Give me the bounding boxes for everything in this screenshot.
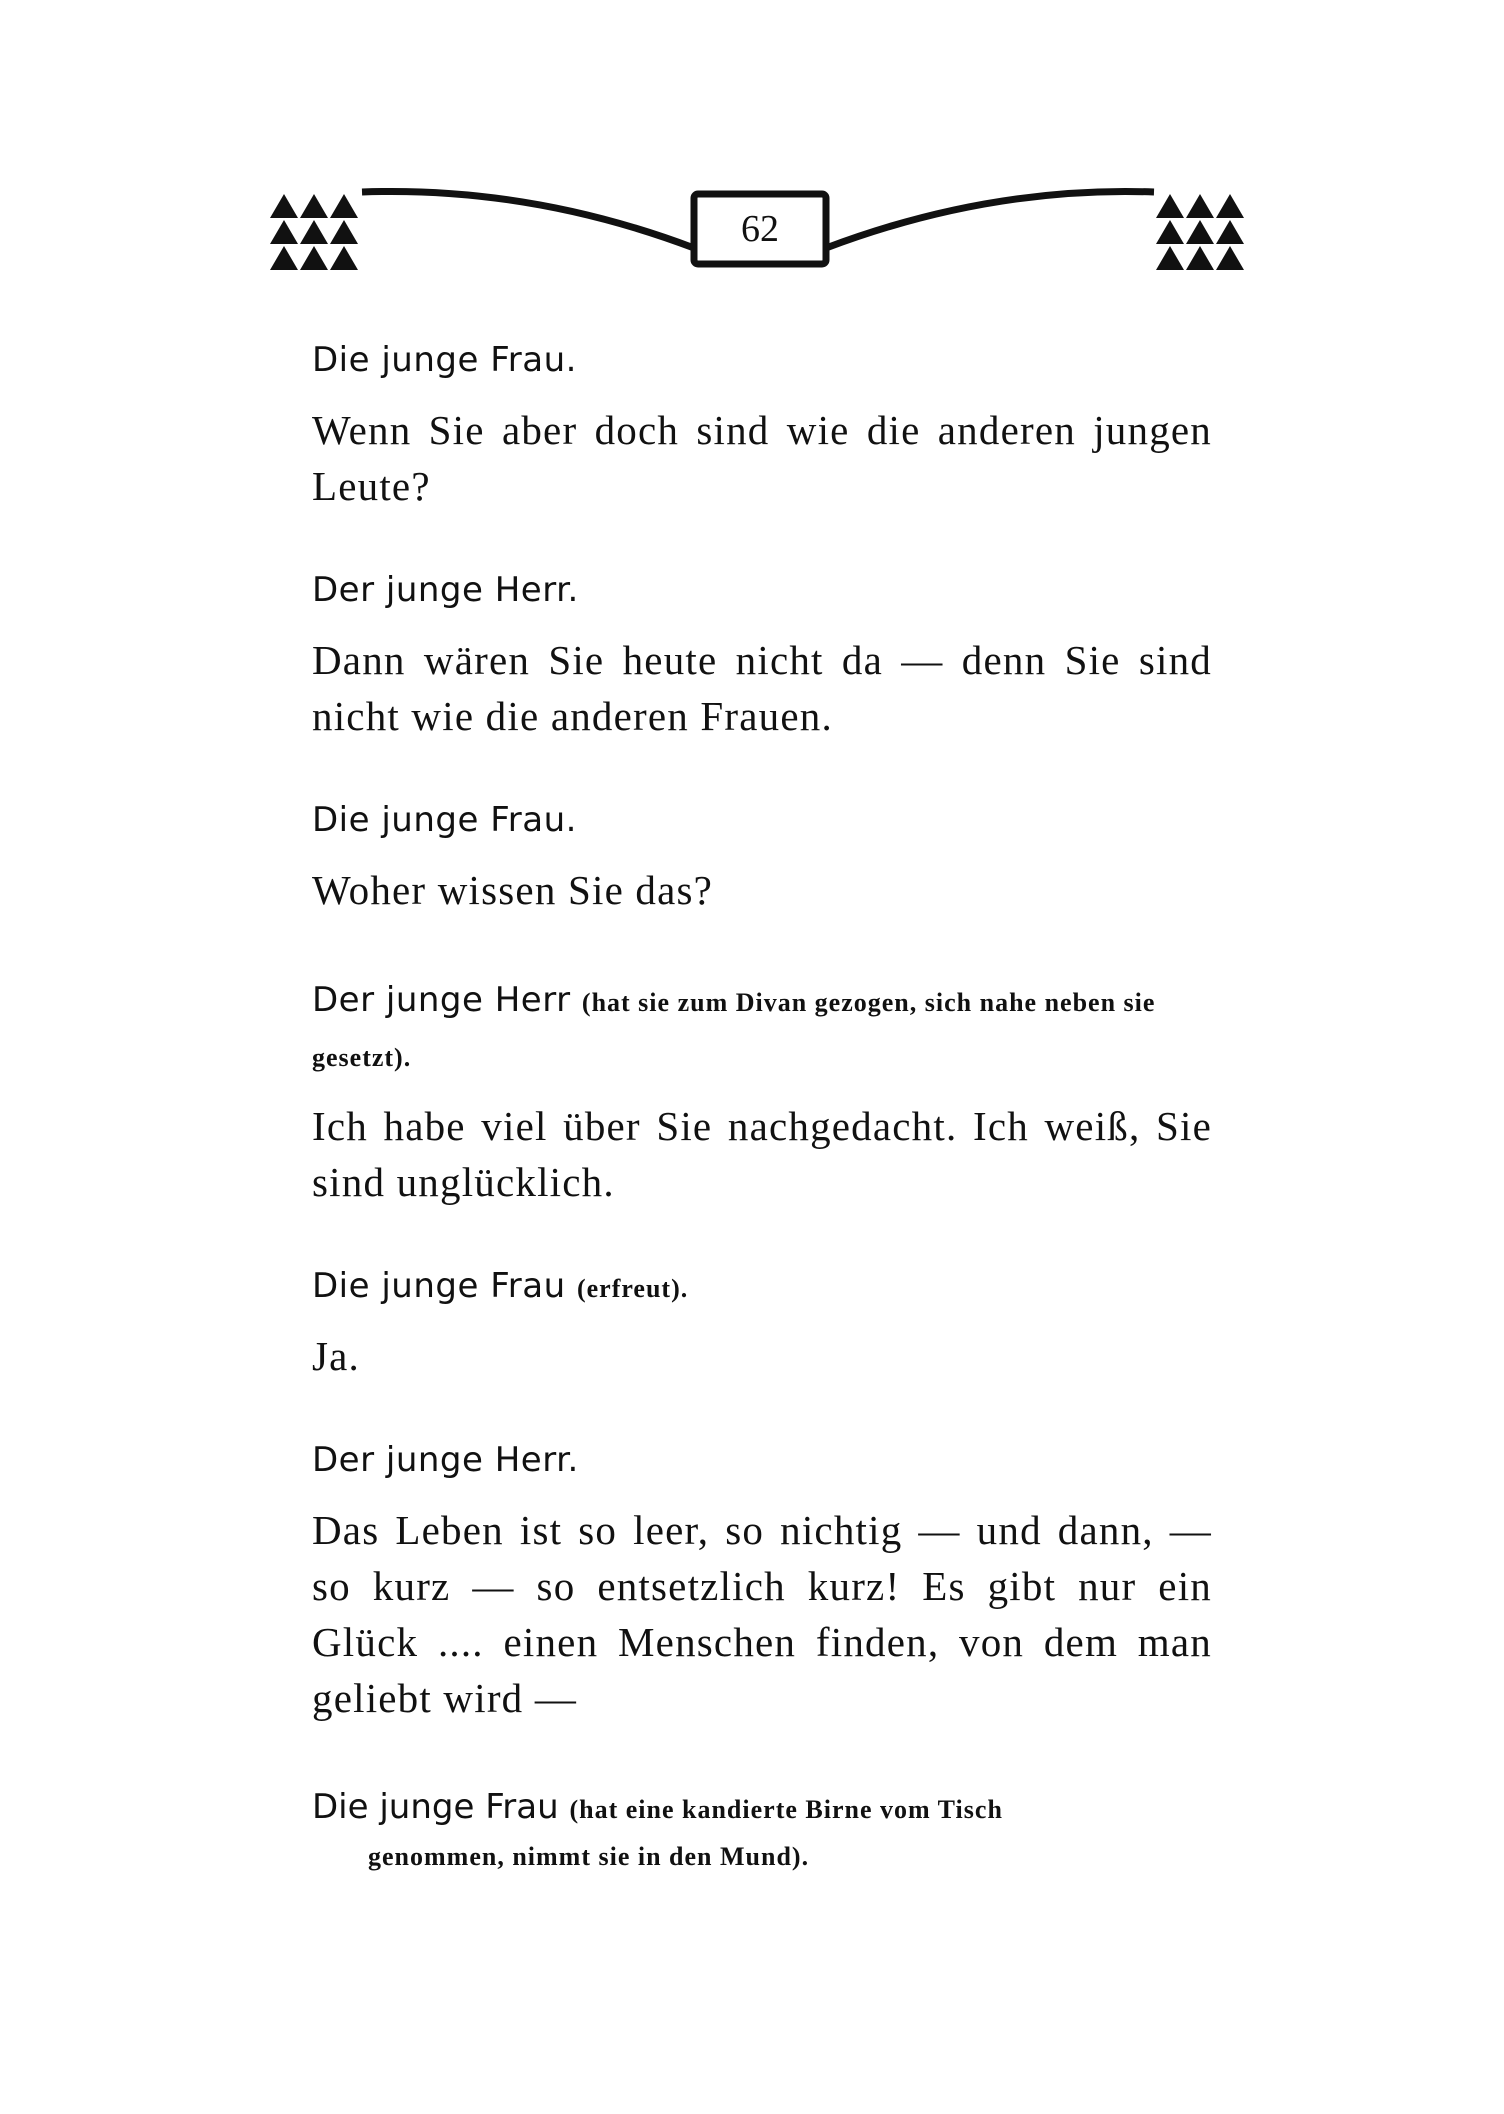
stage-direction: (hat sie zum Divan gezogen, sich nahe neben sie gesetzt).: [312, 988, 1156, 1072]
speaker-line: [312, 1266, 1212, 1306]
speaker-line: [312, 974, 1212, 1084]
speaker-line: [312, 1782, 1212, 1835]
stage-direction: (hat eine kandierte Birne vom Tisch: [569, 1795, 1003, 1824]
speech-text: Das Leben ist so leer, so nichtig — und dann, — so kurz — so entsetzlich kurz! Es gibt nur ein Glück .... einen Menschen finden, von dem man geliebt wird —: [312, 1507, 1212, 1721]
speech-text: Wenn Sie aber doch sind wie die anderen jungen Leute?: [312, 407, 1212, 509]
speech-text: Ich habe viel über Sie nachgedacht. Ich weiß, Sie sind unglücklich.: [312, 1103, 1212, 1205]
page-number: 62: [741, 208, 779, 250]
dialogue-block: [312, 800, 1212, 918]
speaker-name: Die junge Frau: [312, 1266, 566, 1306]
page-header: [270, 170, 1250, 290]
stage-direction-continued: genommen, nimmt sie in den Mund).: [368, 1842, 810, 1871]
speaker-name: Die junge Frau.: [312, 340, 577, 380]
speech-text: Ja.: [312, 1333, 361, 1379]
speaker-name: Die junge Frau.: [312, 800, 577, 840]
dialogue-block: [312, 1440, 1212, 1726]
speaker-name: Der junge Herr.: [312, 1440, 579, 1480]
dialogue-block: [312, 1782, 1212, 1879]
speech-text: Woher wissen Sie das?: [312, 867, 714, 913]
speech-text: Dann wären Sie heute nicht da — denn Sie sind nicht wie die anderen Frauen.: [312, 637, 1212, 739]
dialogue-block: [312, 570, 1212, 744]
left-triangle-cluster-icon: [270, 194, 358, 270]
dialogue-block: [312, 340, 1212, 514]
dialogue-block: [312, 1266, 1212, 1384]
play-text: [312, 340, 1212, 1879]
speaker-name: Der junge Herr: [312, 980, 571, 1020]
speaker-name: Die junge Frau: [312, 1787, 559, 1827]
dialogue-block: [312, 974, 1212, 1210]
stage-direction: (erfreut).: [576, 1274, 689, 1303]
speaker-name: Der junge Herr.: [312, 570, 579, 610]
right-triangle-cluster-icon: [1156, 194, 1244, 270]
